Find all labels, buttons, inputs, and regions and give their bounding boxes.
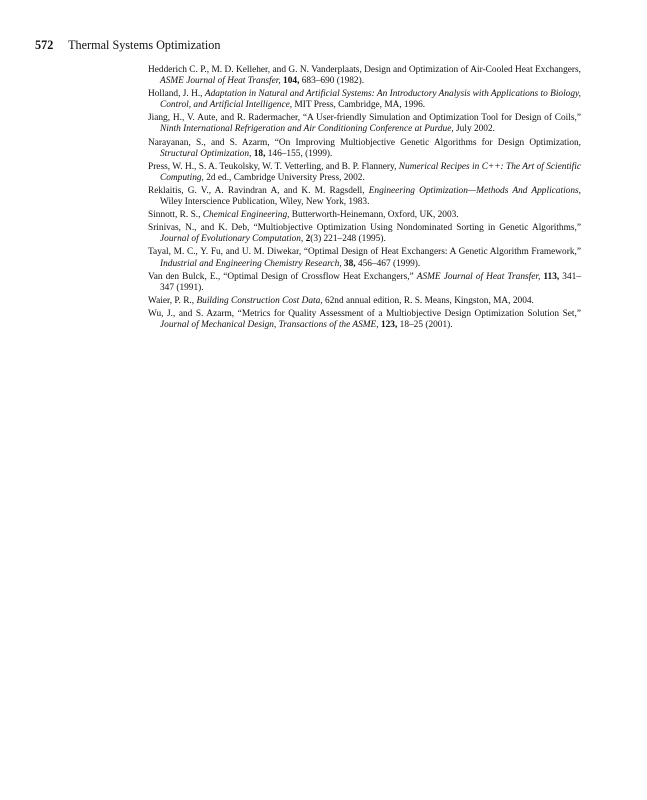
reference-text: Butterworth-Heinemann, Oxford, UK, 2003.	[289, 210, 459, 221]
reference-text: Sinnott, R. S.,	[148, 210, 203, 221]
reference-text: 2d ed., Cambridge University Press, 2002.	[203, 172, 365, 183]
reference-text: 341–347 (1991).	[160, 271, 581, 293]
reference-volume: 104,	[283, 76, 300, 87]
reference-text: Reklaitis, G. V., A. Ravindran A, and K. M. Ragsdell,	[148, 185, 369, 196]
reference-italic-text: Structural Optimization,	[160, 148, 252, 159]
page-number: 572	[35, 38, 54, 52]
reference-volume: 38,	[343, 258, 356, 269]
reference-text: Van den Bulck, E., “Optimal Design of Crossflow Heat Exchangers,”	[148, 271, 417, 282]
reference-italic-text: Ninth International Refrigeration and Air Conditioning Conference at Purdue,	[160, 124, 454, 135]
running-title: Thermal Systems Optimization	[68, 38, 221, 52]
reference-text: MIT Press, Cambridge, MA, 1996.	[292, 100, 426, 111]
reference-text: Narayanan, S., and S. Azarm, “On Improving Multiobjective Genetic Algorithms for Design Optimization,	[148, 137, 581, 148]
reference-entry	[148, 272, 581, 294]
reference-italic-text: Industrial and Engineering Chemistry Research,	[160, 258, 342, 269]
reference-entry	[148, 247, 581, 269]
reference-text: (3) 221–248 (1995).	[310, 234, 386, 245]
reference-entry	[148, 223, 581, 245]
reference-italic-text: Adaptation in Natural and Artificial Systems: An Introductory Analysis with Applications to Biology, Control, and Artificial Intelligence,	[160, 89, 581, 111]
reference-list	[148, 65, 581, 333]
reference-text: Hedderich C. P., M. D. Kelleher, and G. N. Vanderplaats, Design and Optimization of Air-Cooled Heat Exchangers,	[148, 65, 581, 75]
reference-italic-text: ASME Journal of Heat Transfer,	[416, 271, 541, 282]
reference-italic-text: Numerical Recipes in C++: The Art of Scientific Computing,	[160, 161, 581, 183]
reference-text: 683–690 (1982).	[299, 76, 365, 87]
reference-entry	[148, 309, 581, 331]
reference-italic-text: Journal of Mechanical Design, Transactions of the ASME,	[160, 320, 379, 331]
reference-italic-text: ASME Journal of Heat Transfer,	[160, 76, 281, 87]
reference-entry	[148, 65, 581, 87]
reference-entry	[148, 210, 581, 221]
reference-volume: 113,	[543, 271, 560, 282]
reference-text: Waier, P. R.,	[148, 295, 197, 306]
reference-volume: 18,	[253, 148, 266, 159]
reference-italic-text: Journal of Evolutionary Computation,	[160, 234, 304, 245]
reference-entry	[148, 113, 581, 135]
reference-text: Tayal, M. C., Y. Fu, and U. M. Diwekar, “Optimal Design of Heat Exchangers: A Genetic Algorithm Framework,”	[148, 247, 581, 258]
reference-text: Srinivas, N., and K. Deb, “Multiobjective Optimization Using Nondominated Sorting in Genetic Algorithms,”	[148, 223, 581, 234]
reference-volume: 123,	[380, 320, 398, 331]
reference-entry	[148, 89, 581, 111]
reference-text: 456–467 (1999).	[355, 258, 421, 269]
reference-italic-text: Engineering Optimization—Methods And Applications,	[368, 185, 581, 196]
reference-entry	[148, 138, 581, 160]
reference-text: Holland, J. H.,	[148, 89, 205, 100]
reference-text: Press, W. H., S. A. Teukolsky, W. T. Vetterling, and B. P. Flannery,	[148, 161, 399, 172]
reference-text: 146–155, (1999).	[265, 148, 333, 159]
reference-text: Wiley Interscience Publication, Wiley, New York, 1983.	[160, 196, 370, 207]
reference-italic-text: Building Construction Cost Data,	[196, 295, 323, 306]
reference-text: 18–25 (2001).	[397, 320, 453, 331]
reference-italic-text: Chemical Engineering,	[202, 210, 290, 221]
reference-entry	[148, 296, 581, 307]
reference-text: July 2002.	[453, 124, 495, 135]
reference-text: Jiang, H., V. Aute, and R. Radermacher, “A User-friendly Simulation and Optimization Tool for Design of Coils,”	[148, 113, 581, 124]
reference-text: Wu, J., and S. Azarm, “Metrics for Quality Assessment of a Multiobjective Design Optimization Solution Set,”	[148, 308, 581, 319]
reference-entry	[148, 162, 581, 184]
running-head	[35, 38, 220, 52]
reference-entry	[148, 186, 581, 208]
reference-text: 62nd annual edition, R. S. Means, Kingston, MA, 2004.	[322, 295, 534, 306]
reference-volume: 2	[305, 234, 311, 245]
